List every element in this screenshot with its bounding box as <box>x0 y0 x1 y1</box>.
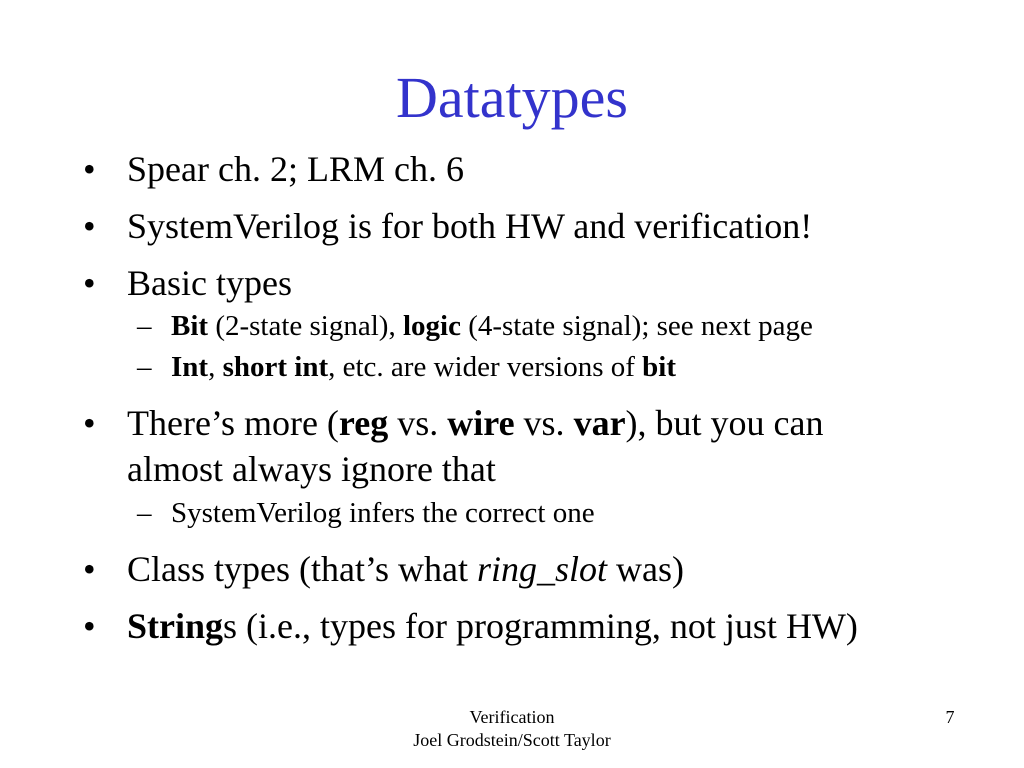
bullet-reading <box>127 146 967 192</box>
bullet-more-types <box>127 400 967 492</box>
bullet-systemverilog-purpose <box>127 203 967 249</box>
bullet-text: There’s more ( <box>127 403 339 443</box>
footer-authors: Joel Grodstein/Scott Taylor <box>413 730 611 750</box>
keyword-var: var <box>573 403 626 443</box>
keyword-wire: wire <box>447 403 515 443</box>
keyword-bit-lower: bit <box>642 351 677 383</box>
sub-bullet-text: (4-state signal); see next page <box>460 310 813 342</box>
bullet-text: was) <box>607 549 684 589</box>
keyword-logic: logic <box>402 310 461 342</box>
bullet-strings <box>127 603 967 649</box>
bullet-text: SystemVerilog is for both HW and verification! <box>127 206 813 246</box>
keyword-int: Int <box>171 351 209 383</box>
bullet-text: Basic types <box>127 263 292 303</box>
sub-bullet-text: SystemVerilog infers the correct one <box>171 497 595 529</box>
sub-bullet-text: (2-state signal), <box>208 310 403 342</box>
bullet-text: vs. <box>514 403 574 443</box>
bullet-text: Spear ch. 2; LRM ch. 6 <box>127 149 464 189</box>
keyword-bit: Bit <box>171 310 209 342</box>
bullet-basic-types <box>127 260 967 306</box>
bullet-text: ), but you can <box>625 403 824 443</box>
bullet-line-2: almost always ignore that <box>127 449 496 489</box>
sub-bullet-int-short-int <box>171 348 971 386</box>
sub-bullet-infers <box>171 494 971 532</box>
keyword-ring-slot: ring_slot <box>476 549 607 589</box>
keyword-string: String <box>127 606 224 646</box>
bullet-text: vs. <box>388 403 448 443</box>
bullet-text: Class types (that’s what <box>127 549 477 589</box>
bullet-line-1 <box>127 400 967 446</box>
page-number: 7 <box>945 707 955 727</box>
slide-title: Datatypes <box>396 65 628 130</box>
keyword-short-int: short int <box>222 351 329 383</box>
slide-footer <box>362 706 662 752</box>
footer-course: Verification <box>469 707 555 727</box>
keyword-reg: reg <box>338 403 389 443</box>
bullet-text: s (i.e., types for programming, not just HW) <box>223 606 858 646</box>
sub-bullet-text: , <box>208 351 223 383</box>
sub-bullet-bit-logic <box>171 307 971 345</box>
sub-bullet-text: , etc. are wider versions of <box>328 351 643 383</box>
bullet-class-types <box>127 546 967 592</box>
